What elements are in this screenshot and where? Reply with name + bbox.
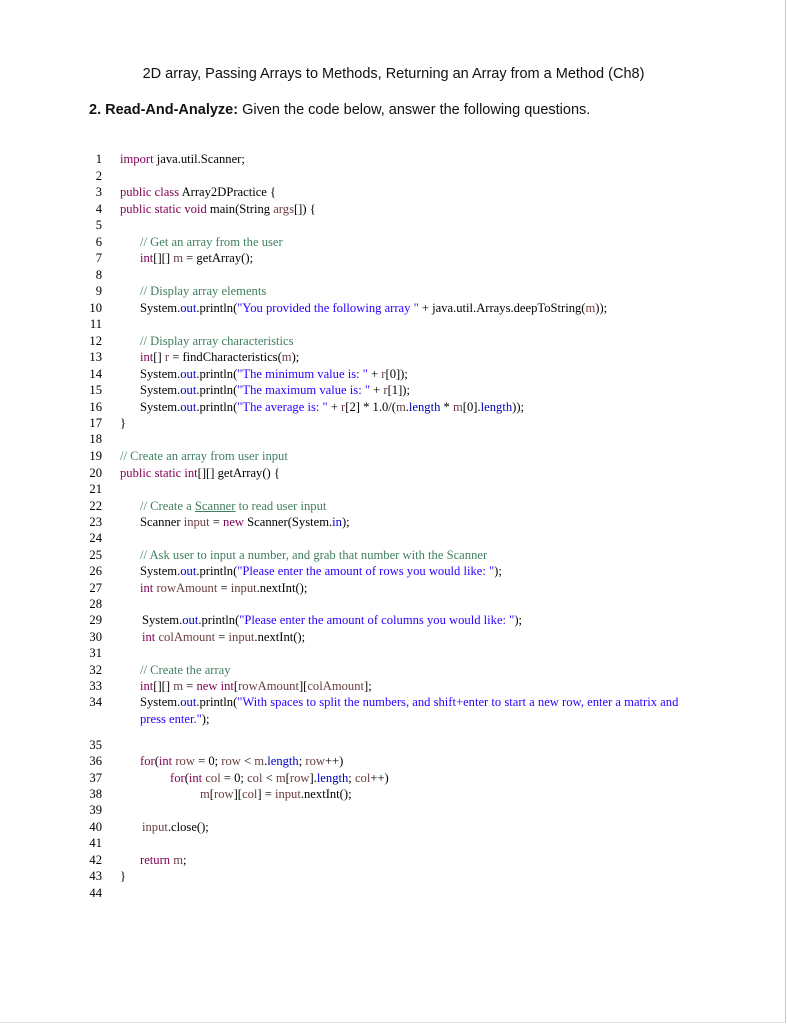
code-line: [0, 300, 787, 316]
code-line: [0, 547, 787, 563]
code-token: "The average is: ": [237, 400, 328, 414]
code-token: m: [254, 754, 265, 768]
code-text: [142, 612, 522, 628]
code-token: .println(: [196, 383, 238, 397]
line-number: 43: [89, 869, 102, 883]
code-token: m: [453, 400, 463, 414]
code-token: length: [267, 754, 299, 768]
code-token: Array2DPractice {: [179, 185, 277, 199]
code-text: [140, 514, 350, 530]
code-token: [0].: [462, 400, 481, 414]
line-number: 26: [89, 564, 102, 578]
code-token: +: [369, 383, 384, 397]
code-token: colAmount: [307, 679, 365, 693]
code-token: "The minimum value is: ": [237, 367, 368, 381]
code-text: [140, 234, 283, 250]
code-token: [][] getArray() {: [197, 466, 280, 480]
code-token: // Display array characteristics: [140, 334, 294, 348]
code-line: [0, 711, 787, 727]
code-token: [: [209, 787, 214, 801]
question-label: 2. Read-And-Analyze:: [89, 102, 239, 118]
code-token: =: [209, 515, 224, 529]
code-token: );: [514, 613, 523, 627]
line-number: 32: [89, 663, 102, 677]
code-token: Scanner(System.: [244, 515, 333, 529]
code-text: [140, 711, 210, 727]
code-token: args: [273, 202, 294, 216]
question-text: Given the code below, answer the following questions.: [238, 102, 591, 118]
code-token: out: [180, 564, 197, 578]
code-text: [140, 300, 607, 316]
code-token: (: [154, 754, 159, 768]
code-token: Scanner: [140, 515, 184, 529]
code-token: ];: [364, 679, 372, 693]
code-token: // Create the array: [140, 663, 231, 677]
code-token: m: [275, 771, 286, 785]
code-line: [0, 835, 787, 851]
line-number: 28: [89, 597, 102, 611]
line-number: 16: [89, 400, 102, 414]
code-text: [120, 465, 280, 481]
code-line: [0, 382, 787, 398]
code-token: "You provided the following array ": [237, 301, 419, 315]
line-number: 30: [89, 630, 102, 644]
code-token: System.: [140, 564, 181, 578]
line-number: 44: [89, 886, 102, 900]
code-line: [0, 802, 787, 818]
code-token: +: [367, 367, 382, 381]
code-line: [0, 596, 787, 612]
code-token: .println(: [196, 695, 238, 709]
code-token: .println(: [198, 613, 240, 627]
code-token: .println(: [196, 367, 238, 381]
line-number: 6: [95, 235, 102, 249]
code-token: .: [264, 754, 268, 768]
code-token: out: [180, 400, 197, 414]
code-text: [120, 184, 276, 200]
code-token: = 0;: [220, 771, 248, 785]
code-line: [0, 753, 787, 769]
code-text: [140, 382, 410, 398]
code-token: "Please enter the amount of columns you would like: ": [239, 613, 515, 627]
code-line: [0, 399, 787, 415]
line-number: 22: [89, 499, 102, 513]
line-number: 38: [89, 787, 102, 801]
code-text: [140, 678, 372, 694]
line-number: 12: [89, 334, 102, 348]
code-text: [170, 770, 389, 786]
line-number: 33: [89, 679, 102, 693]
code-token: [: [285, 771, 290, 785]
code-token: // Ask user to input a number, and grab that number with the Scanner: [140, 548, 488, 562]
line-number: 24: [89, 531, 102, 545]
line-number: 34: [89, 695, 102, 709]
code-line: [0, 184, 787, 200]
code-text: [140, 563, 502, 579]
code-line: [0, 267, 787, 283]
code-token: in: [332, 515, 342, 529]
line-number: 20: [89, 466, 102, 480]
code-line: [0, 514, 787, 530]
line-number: 5: [95, 218, 102, 232]
code-token: int: [188, 771, 203, 785]
code-token: press enter.": [140, 712, 202, 726]
code-token: );: [341, 515, 350, 529]
code-token: .close();: [167, 820, 209, 834]
code-token: for: [170, 771, 185, 785]
code-text: [140, 366, 408, 382]
code-token: m: [200, 787, 210, 801]
line-number: 37: [89, 771, 102, 785]
line-number: 1: [95, 152, 102, 166]
code-token: out: [180, 301, 197, 315]
line-number: 17: [89, 416, 102, 430]
code-token: row: [289, 771, 310, 785]
code-token: .println(: [196, 301, 238, 315]
line-number: 42: [89, 853, 102, 867]
code-token: ].: [309, 771, 317, 785]
code-line: [0, 448, 787, 464]
code-line: [0, 868, 787, 884]
code-token: }: [120, 416, 127, 430]
code-token: length: [408, 400, 441, 414]
code-line: [0, 465, 787, 481]
code-token: import: [120, 152, 154, 166]
code-token: = 0;: [194, 754, 222, 768]
code-token: "The maximum value is: ": [237, 383, 370, 397]
code-token: ));: [595, 301, 608, 315]
code-token: int: [142, 630, 156, 644]
line-number: 23: [89, 515, 102, 529]
code-token: main(String: [206, 202, 274, 216]
code-token: r: [164, 350, 170, 364]
line-number: 41: [89, 836, 102, 850]
code-token: ][: [233, 787, 242, 801]
code-token: row: [175, 754, 195, 768]
code-text: [140, 498, 326, 514]
code-token: <: [262, 771, 276, 785]
code-line: [0, 678, 787, 694]
code-token: "With spaces to split the numbers, and shift+enter to start a new row, enter a matrix and: [237, 695, 679, 709]
code-line: [0, 786, 787, 802]
code-line: [0, 333, 787, 349]
code-token: +: [327, 400, 342, 414]
code-text: [140, 694, 678, 710]
code-token: Scanner: [194, 499, 236, 513]
line-number: 39: [89, 803, 102, 817]
code-token: .: [405, 400, 409, 414]
code-token: out: [180, 367, 197, 381]
code-line: [0, 349, 787, 365]
code-token: public class: [120, 185, 180, 199]
code-token: m: [173, 251, 184, 265]
code-token: ++): [370, 771, 389, 785]
code-line: [0, 151, 787, 167]
code-token: System.: [140, 301, 181, 315]
code-line: [0, 852, 787, 868]
code-token: []) {: [293, 202, 316, 216]
code-token: public static int: [120, 466, 198, 480]
code-line: [0, 629, 787, 645]
line-number: 8: [95, 268, 102, 282]
line-number: 11: [89, 317, 102, 331]
code-token: <: [240, 754, 255, 768]
code-token: );: [291, 350, 300, 364]
code-token: = getArray();: [183, 251, 254, 265]
line-number: 18: [89, 432, 102, 446]
line-number: 27: [89, 581, 102, 595]
code-token: [][]: [153, 679, 174, 693]
code-token: }: [120, 869, 127, 883]
code-token: row: [214, 787, 234, 801]
code-line: [0, 283, 787, 299]
code-token: out: [180, 695, 197, 709]
line-number: 40: [89, 820, 102, 834]
code-line: [0, 217, 787, 233]
line-number: 25: [89, 548, 102, 562]
code-token: input: [183, 515, 210, 529]
code-token: row: [221, 754, 241, 768]
code-token: // Display array elements: [140, 284, 267, 298]
code-token: out: [180, 383, 197, 397]
code-line: [0, 737, 787, 753]
line-number: 31: [89, 646, 102, 660]
code-token: [: [233, 679, 239, 693]
code-token: .nextInt();: [256, 581, 308, 595]
code-token: .println(: [196, 400, 238, 414]
code-token: ;: [183, 853, 187, 867]
line-number: 35: [89, 738, 102, 752]
code-token: =: [217, 581, 231, 595]
code-token: // Get an array from the user: [140, 235, 283, 249]
code-token: );: [494, 564, 502, 578]
code-token: System.: [140, 695, 181, 709]
code-line: [0, 662, 787, 678]
code-line: [0, 168, 787, 184]
code-token: System.: [140, 400, 181, 414]
code-text: [120, 415, 126, 431]
code-token: new: [223, 515, 244, 529]
code-token: int: [140, 350, 154, 364]
code-token: .println(: [196, 564, 238, 578]
line-number: 10: [89, 301, 102, 315]
code-token: []: [153, 350, 165, 364]
code-token: java.util.Scanner;: [153, 152, 245, 166]
code-text: [140, 662, 231, 678]
code-text: [142, 629, 305, 645]
code-text: [140, 753, 343, 769]
question-prompt: [89, 102, 590, 118]
code-token: = findCharacteristics(: [169, 350, 282, 364]
code-token: [2] * 1.0/(: [345, 400, 396, 414]
code-line: [0, 530, 787, 546]
line-number: 14: [89, 367, 102, 381]
code-token: m: [585, 301, 596, 315]
code-line: [0, 819, 787, 835]
code-token: int: [140, 679, 154, 693]
code-text: [200, 786, 352, 802]
code-token: [0]);: [385, 367, 408, 381]
code-token: row: [305, 754, 325, 768]
line-number: 21: [89, 482, 102, 496]
code-token: to read user input: [235, 499, 327, 513]
code-line: [0, 563, 787, 579]
code-token: .nextInt();: [300, 787, 352, 801]
code-token: + java.util.Arrays.deepToString(: [418, 301, 586, 315]
code-text: [142, 819, 209, 835]
code-token: col: [205, 771, 221, 785]
code-token: // Create a: [140, 499, 195, 513]
code-text: [140, 852, 187, 868]
code-line: [0, 885, 787, 901]
code-token: rowAmount: [238, 679, 299, 693]
code-token: int: [158, 754, 173, 768]
code-token: ;: [348, 771, 355, 785]
code-token: System.: [140, 367, 181, 381]
code-token: .nextInt();: [254, 630, 306, 644]
code-token: (: [184, 771, 189, 785]
code-text: [140, 349, 299, 365]
code-token: r: [381, 367, 386, 381]
code-line: [0, 366, 787, 382]
code-token: ][: [298, 679, 308, 693]
code-token: // Create an array from user input: [120, 449, 288, 463]
code-token: col: [241, 787, 258, 801]
code-token: );: [201, 712, 210, 726]
code-token: m: [173, 679, 184, 693]
code-line: [0, 694, 787, 710]
code-token: System.: [140, 383, 181, 397]
code-token: for: [140, 754, 155, 768]
document-title: 2D array, Passing Arrays to Methods, Returning an Array from a Method (Ch8): [142, 66, 645, 82]
code-text: [140, 399, 524, 415]
code-token: m: [173, 853, 184, 867]
line-number: 19: [89, 449, 102, 463]
code-token: input: [230, 581, 257, 595]
code-token: length: [316, 771, 349, 785]
code-line: [0, 612, 787, 628]
code-line: [0, 316, 787, 332]
code-text: [120, 868, 126, 884]
line-number: 13: [89, 350, 102, 364]
code-line: [0, 580, 787, 596]
code-text: [120, 448, 288, 464]
code-token: return: [140, 853, 171, 867]
code-text: [140, 547, 487, 563]
line-number: 7: [95, 251, 102, 265]
code-token: col: [247, 771, 263, 785]
code-token: =: [183, 679, 197, 693]
code-line: [0, 770, 787, 786]
code-token: "Please enter the amount of rows you would like: ": [237, 564, 495, 578]
code-line: [0, 431, 787, 447]
code-token: m: [395, 400, 406, 414]
line-number: 29: [89, 613, 102, 627]
code-text: [140, 580, 307, 596]
code-token: int: [140, 251, 154, 265]
code-token: col: [354, 771, 371, 785]
code-token: System.: [142, 613, 183, 627]
line-number: 4: [95, 202, 102, 216]
code-token: ] =: [257, 787, 275, 801]
code-line: [0, 415, 787, 431]
code-token: m: [281, 350, 292, 364]
code-token: rowAmount: [156, 581, 218, 595]
line-number: 36: [89, 754, 102, 768]
line-number: 9: [95, 284, 102, 298]
code-token: out: [182, 613, 199, 627]
code-token: input: [228, 630, 255, 644]
code-text: [140, 283, 266, 299]
code-token: input: [142, 820, 168, 834]
code-token: [1]);: [387, 383, 410, 397]
code-token: *: [440, 400, 453, 414]
code-token: length: [480, 400, 513, 414]
code-line: [0, 250, 787, 266]
code-line: [0, 234, 787, 250]
code-text: [140, 250, 253, 266]
code-text: [120, 201, 316, 217]
code-line: [0, 645, 787, 661]
code-token: colAmount: [158, 630, 216, 644]
code-token: new int: [196, 679, 234, 693]
code-token: r: [383, 383, 388, 397]
code-token: [][]: [153, 251, 174, 265]
code-token: r: [341, 400, 346, 414]
code-token: ++): [324, 754, 344, 768]
code-token: public static void: [120, 202, 207, 216]
code-text: [140, 333, 294, 349]
line-number: 15: [89, 383, 102, 397]
code-line: [0, 201, 787, 217]
code-line: [0, 481, 787, 497]
line-number: 3: [95, 185, 102, 199]
code-token: int: [140, 581, 154, 595]
code-token: input: [274, 787, 301, 801]
code-token: ;: [298, 754, 306, 768]
code-token: =: [215, 630, 229, 644]
code-token: ));: [512, 400, 525, 414]
code-line: [0, 498, 787, 514]
line-number: 2: [95, 169, 102, 183]
code-text: [120, 151, 245, 167]
